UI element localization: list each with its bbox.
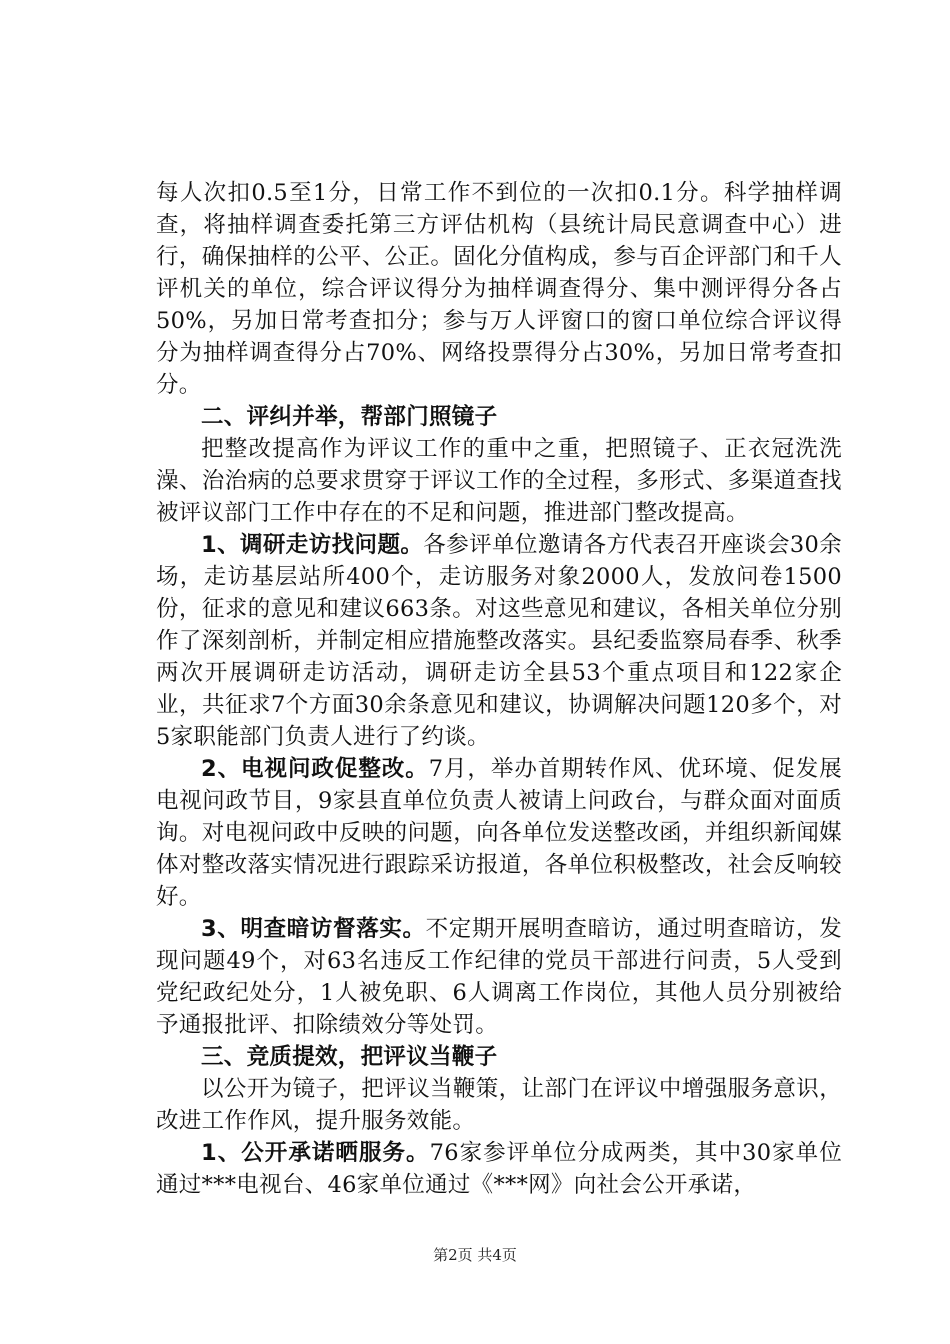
lead-research-visits: 1、调研走访找问题。 [201,532,424,558]
page-number-footer: 第2页 共4页 [433,1246,517,1264]
body-inspections: 不定期开展明查暗访，通过明查暗访，发现问题49个，对63名违反工作纪律的党员干部进行问责，5人受到党纪政纪处分，1人被免职、6人调离工作岗位，其他人员分别被给予通报批评、扣除绩效分等处罚。 [156,916,842,1038]
lead-public-commitment: 1、公开承诺晒服务。 [201,1140,430,1166]
paragraph-tv-inquiry [156,753,842,913]
body-tv-inquiry: 7月，举办首期转作风、优环境、促发展电视问政节目，9家县直单位负责人被请上问政台，与群众面对面质询。对电视问政中反映的问题，向各单位发送整改函，并组织新闻媒体对整改落实情况进行跟踪采访报道，各单位积极整改，社会反响较好。 [156,756,843,910]
lead-inspections: 3、明查暗访督落实。 [201,916,426,942]
document-body [156,177,842,1201]
paragraph-inspections [156,913,842,1041]
section-heading-2: 二、评纠并举，帮部门照镜子 [201,404,498,430]
paragraph-scoring-rules: 每人次扣0.5至1分，日常工作不到位的一次扣0.1分。科学抽样调查，将抽样调查委托第三方评估机构（县统计局民意调查中心）进行，确保抽样的公平、公正。固化分值构成，参与百企评部门和千人评机关的单位，综合评议得分为抽样调查得分、集中测评得分各占50%，另加日常考查扣分；参与万人评窗口的窗口单位综合评议得分为抽样调查得分占70%、网络投票得分占30%，另加日常考查扣分。 [156,180,842,398]
paragraph-rectification-intro: 把整改提高作为评议工作的重中之重，把照镜子、正衣冠洗洗澡、治治病的总要求贯穿于评议工作的全过程，多形式、多渠道查找被评议部门工作中存在的不足和问题，推进部门整改提高。 [156,436,842,526]
section-heading-3: 三、竞质提效，把评议当鞭子 [201,1044,498,1070]
body-public-commitment: 76家参评单位分成两类，其中30家单位通过***电视台、46家单位通过《***网》向社会公开承诺， [156,1140,842,1198]
lead-tv-inquiry: 2、电视问政促整改。 [201,756,429,782]
paragraph-openness-intro: 以公开为镜子，把评议当鞭策，让部门在评议中增强服务意识，改进工作作风，提升服务效能。 [156,1076,842,1134]
body-research-visits: 各参评单位邀请各方代表召开座谈会30余场，走访基层站所400个，走访服务对象2000人，发放问卷1500份，征求的意见和建议663条。对这些意见和建议，各相关单位分别作了深刻剖析，并制定相应措施整改落实。县纪委监察局春季、秋季两次开展调研走访活动，调研走访全县53个重点项目和122家企业，共征求7个方面30余条意见和建议，协调解决问题120多个，对5家职能部门负责人进行了约谈。 [156,532,843,750]
paragraph-public-commitment [156,1137,842,1201]
paragraph-research-visits [156,529,842,753]
